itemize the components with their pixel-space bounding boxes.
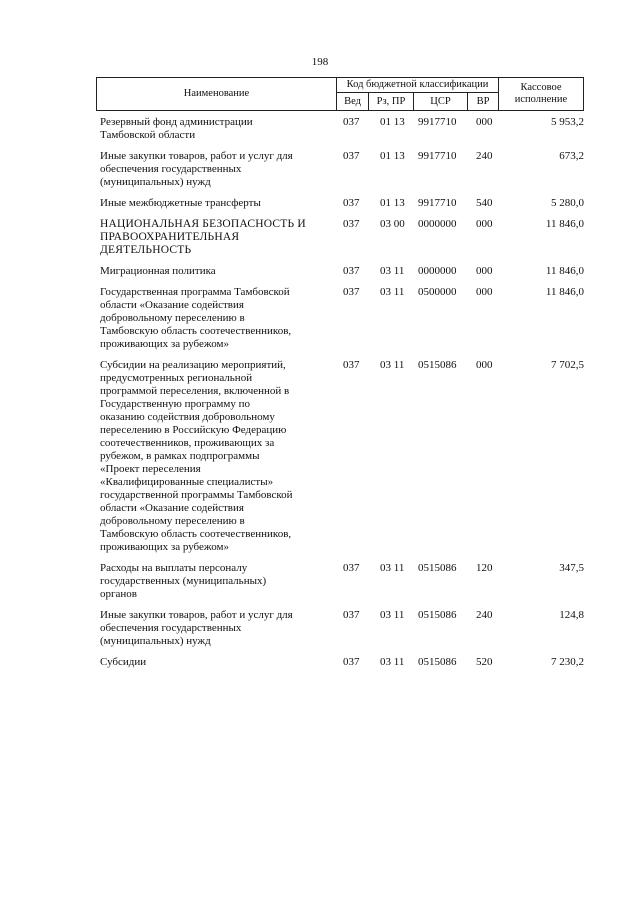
row-ved: 037 [343, 562, 360, 574]
table-row [100, 218, 584, 257]
table-row [100, 197, 584, 210]
row-amount: 7 230,2 [551, 656, 584, 668]
row-amount: 11 846,0 [545, 265, 584, 277]
row-ved: 037 [343, 197, 360, 209]
row-amount: 5 280,0 [551, 197, 584, 209]
row-csr: 9917710 [418, 197, 457, 209]
row-vr: 000 [476, 116, 493, 128]
row-name: Иные закупки товаров, работ и услуг для обеспечения государственных (муниципальных) нужд [100, 150, 293, 188]
header-code-group: Код бюджетной классификации [336, 77, 499, 93]
row-vr: 000 [476, 265, 493, 277]
table-row [100, 116, 584, 142]
row-ved: 037 [343, 609, 360, 621]
row-name: Миграционная политика [100, 265, 216, 277]
table-row [100, 359, 584, 554]
row-rz-pr: 03 11 [380, 265, 405, 277]
row-csr: 0515086 [418, 609, 457, 621]
row-ved: 037 [343, 150, 360, 162]
row-vr: 240 [476, 150, 493, 162]
header-name: Наименование [96, 77, 336, 111]
header-vr: ВР [467, 93, 499, 111]
row-rz-pr: 01 13 [380, 150, 405, 162]
row-ved: 037 [343, 265, 360, 277]
row-rz-pr: 03 11 [380, 359, 405, 371]
row-csr: 0515086 [418, 656, 457, 668]
row-csr: 0000000 [418, 265, 457, 277]
table-row [100, 562, 584, 601]
table-row [100, 286, 584, 351]
row-ved: 037 [343, 116, 360, 128]
row-csr: 9917710 [418, 116, 457, 128]
table-row [100, 265, 584, 278]
row-name: Резервный фонд администрации Тамбовской области [100, 116, 253, 141]
row-ved: 037 [343, 218, 360, 230]
row-name: Расходы на выплаты персоналу государственных (муниципальных) органов [100, 562, 267, 600]
row-rz-pr: 03 00 [380, 218, 405, 230]
table-header [96, 77, 584, 111]
row-amount: 7 702,5 [551, 359, 584, 371]
header-rz-pr: Рз, ПР [368, 93, 413, 111]
table-body [100, 116, 584, 677]
row-amount: 11 846,0 [545, 218, 584, 230]
row-amount: 673,2 [559, 150, 584, 162]
row-rz-pr: 03 11 [380, 286, 405, 298]
row-ved: 037 [343, 359, 360, 371]
row-name: НАЦИОНАЛЬНАЯ БЕЗОПАСНОСТЬ И ПРАВООХРАНИТЕЛЬНАЯ ДЕЯТЕЛЬНОСТЬ [100, 218, 306, 256]
row-name: Субсидии [100, 656, 147, 668]
row-amount: 11 846,0 [545, 286, 584, 298]
row-amount: 347,5 [559, 562, 584, 574]
row-vr: 000 [476, 286, 493, 298]
table-row [100, 656, 584, 669]
row-ved: 037 [343, 286, 360, 298]
row-csr: 0500000 [418, 286, 457, 298]
page-number: 198 [311, 56, 329, 68]
header-csr: ЦСР [413, 93, 467, 111]
row-rz-pr: 03 11 [380, 562, 405, 574]
row-name: Субсидии на реализацию мероприятий, предусмотренных региональной программой переселения, включенной в Государственную программу по оказанию содействия добровольному переселению в Российскую Федерацию соотечественников, проживающих за рубежом, в рамках подпрограммы «Проект переселения «Квалифицированные специалисты» государственной программы Тамбовской области «Оказание содействия добровольному переселению в Тамбовскую область соотечественников, проживающих за рубежом» [100, 359, 293, 553]
row-vr: 120 [476, 562, 493, 574]
row-name: Иные закупки товаров, работ и услуг для обеспечения государственных (муниципальных) нужд [100, 609, 293, 647]
row-name: Государственная программа Тамбовской области «Оказание содействия добровольному переселению в Тамбовскую область соотечественников, проживающих за рубежом» [100, 286, 292, 350]
row-csr: 0515086 [418, 359, 457, 371]
row-name: Иные межбюджетные трансферты [100, 197, 261, 209]
table-row [100, 150, 584, 189]
row-rz-pr: 01 13 [380, 116, 405, 128]
row-vr: 000 [476, 218, 493, 230]
row-csr: 9917710 [418, 150, 457, 162]
row-amount: 124,8 [559, 609, 584, 621]
row-rz-pr: 01 13 [380, 197, 405, 209]
header-kassovoe: Кассовое исполнение [499, 77, 584, 111]
row-rz-pr: 03 11 [380, 656, 405, 668]
row-amount: 5 953,2 [551, 116, 584, 128]
row-csr: 0000000 [418, 218, 457, 230]
header-ved: Вед [336, 93, 368, 111]
row-vr: 520 [476, 656, 493, 668]
row-rz-pr: 03 11 [380, 609, 405, 621]
row-vr: 240 [476, 609, 493, 621]
table-row [100, 609, 584, 648]
row-ved: 037 [343, 656, 360, 668]
row-vr: 540 [476, 197, 493, 209]
row-vr: 000 [476, 359, 493, 371]
row-csr: 0515086 [418, 562, 457, 574]
